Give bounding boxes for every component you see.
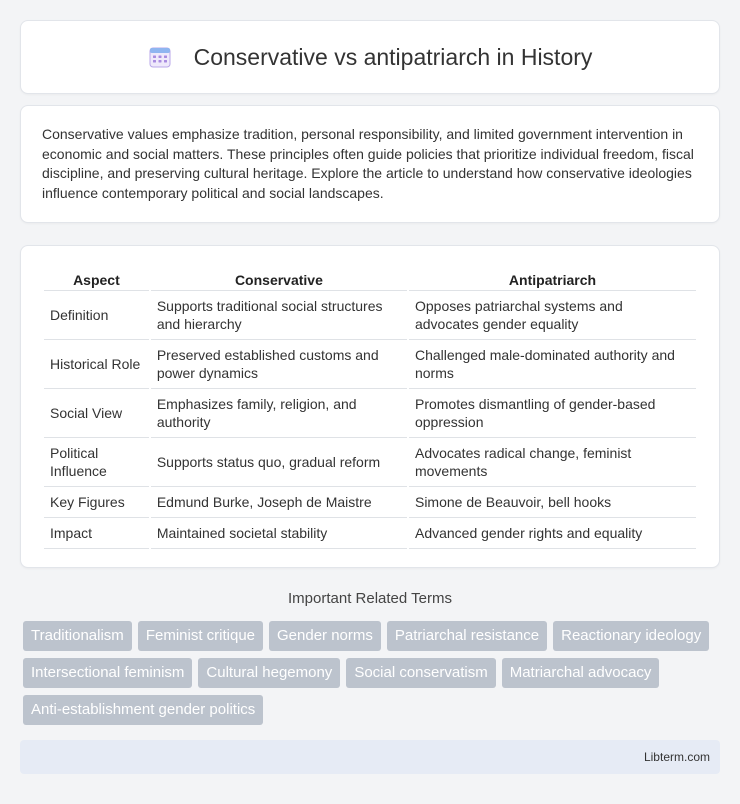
calendar-icon xyxy=(148,45,172,69)
table-header-row xyxy=(44,266,696,291)
row-antipatriarch: Simone de Beauvoir, bell hooks xyxy=(409,487,696,518)
tag-feminist-critique[interactable]: Feminist critique xyxy=(138,621,263,651)
header-antipatriarch: Antipatriarch xyxy=(409,266,696,291)
row-conservative: Supports traditional social structures and hierarchy xyxy=(151,291,407,340)
row-conservative: Preserved established customs and power dynamics xyxy=(151,340,407,389)
table-row xyxy=(44,518,696,549)
footer-brand-link[interactable]: Libterm.com xyxy=(643,750,710,764)
tag-patriarchal-resistance[interactable]: Patriarchal resistance xyxy=(387,621,547,651)
row-aspect: Social View xyxy=(44,389,149,438)
table-row xyxy=(44,438,696,487)
row-conservative: Emphasizes family, religion, and authority xyxy=(151,389,407,438)
table-row xyxy=(44,487,696,518)
related-terms-tags xyxy=(23,621,723,725)
row-aspect: Key Figures xyxy=(44,487,149,518)
footer xyxy=(20,740,720,774)
row-aspect: Definition xyxy=(44,291,149,340)
row-antipatriarch: Challenged male-dominated authority and norms xyxy=(409,340,696,389)
comparison-card xyxy=(20,245,720,568)
tag-gender-norms[interactable]: Gender norms xyxy=(269,621,381,651)
row-antipatriarch: Promotes dismantling of gender-based oppression xyxy=(409,389,696,438)
header-aspect: Aspect xyxy=(44,266,149,291)
row-antipatriarch: Advocates radical change, feminist movements xyxy=(409,438,696,487)
tag-traditionalism[interactable]: Traditionalism xyxy=(23,621,132,651)
header-conservative: Conservative xyxy=(151,266,407,291)
row-aspect: Historical Role xyxy=(44,340,149,389)
tag-anti-establishment-gender-politics[interactable]: Anti-establishment gender politics xyxy=(23,695,263,725)
table-row xyxy=(44,340,696,389)
row-conservative: Maintained societal stability xyxy=(151,518,407,549)
title-card xyxy=(20,20,720,94)
tag-matriarchal-advocacy[interactable]: Matriarchal advocacy xyxy=(502,658,660,688)
table-row xyxy=(44,291,696,340)
tag-cultural-hegemony[interactable]: Cultural hegemony xyxy=(198,658,340,688)
row-antipatriarch: Advanced gender rights and equality xyxy=(409,518,696,549)
intro-card xyxy=(20,105,720,223)
intro-text: Conservative values emphasize tradition, personal responsibility, and limited government intervention in economic and social matters. These principles often guide policies that prioritize individual freedom, fiscal discipline, and preserving cultural heritage. Explore the article to understand how conservative ideologies influence contemporary political and social landscapes. xyxy=(42,126,694,201)
page-title: Conservative vs antipatriarch in History xyxy=(193,43,593,70)
tag-social-conservatism[interactable]: Social conservatism xyxy=(346,658,495,688)
row-aspect: Impact xyxy=(44,518,149,549)
row-antipatriarch: Opposes patriarchal systems and advocates gender equality xyxy=(409,291,696,340)
row-aspect: Political Influence xyxy=(44,438,149,487)
tag-intersectional-feminism[interactable]: Intersectional feminism xyxy=(23,658,192,688)
row-conservative: Edmund Burke, Joseph de Maistre xyxy=(151,487,407,518)
row-conservative: Supports status quo, gradual reform xyxy=(151,438,407,487)
table-row xyxy=(44,389,696,438)
related-terms-heading: Important Related Terms xyxy=(288,590,452,607)
tag-reactionary-ideology[interactable]: Reactionary ideology xyxy=(553,621,709,651)
comparison-table xyxy=(42,266,698,549)
